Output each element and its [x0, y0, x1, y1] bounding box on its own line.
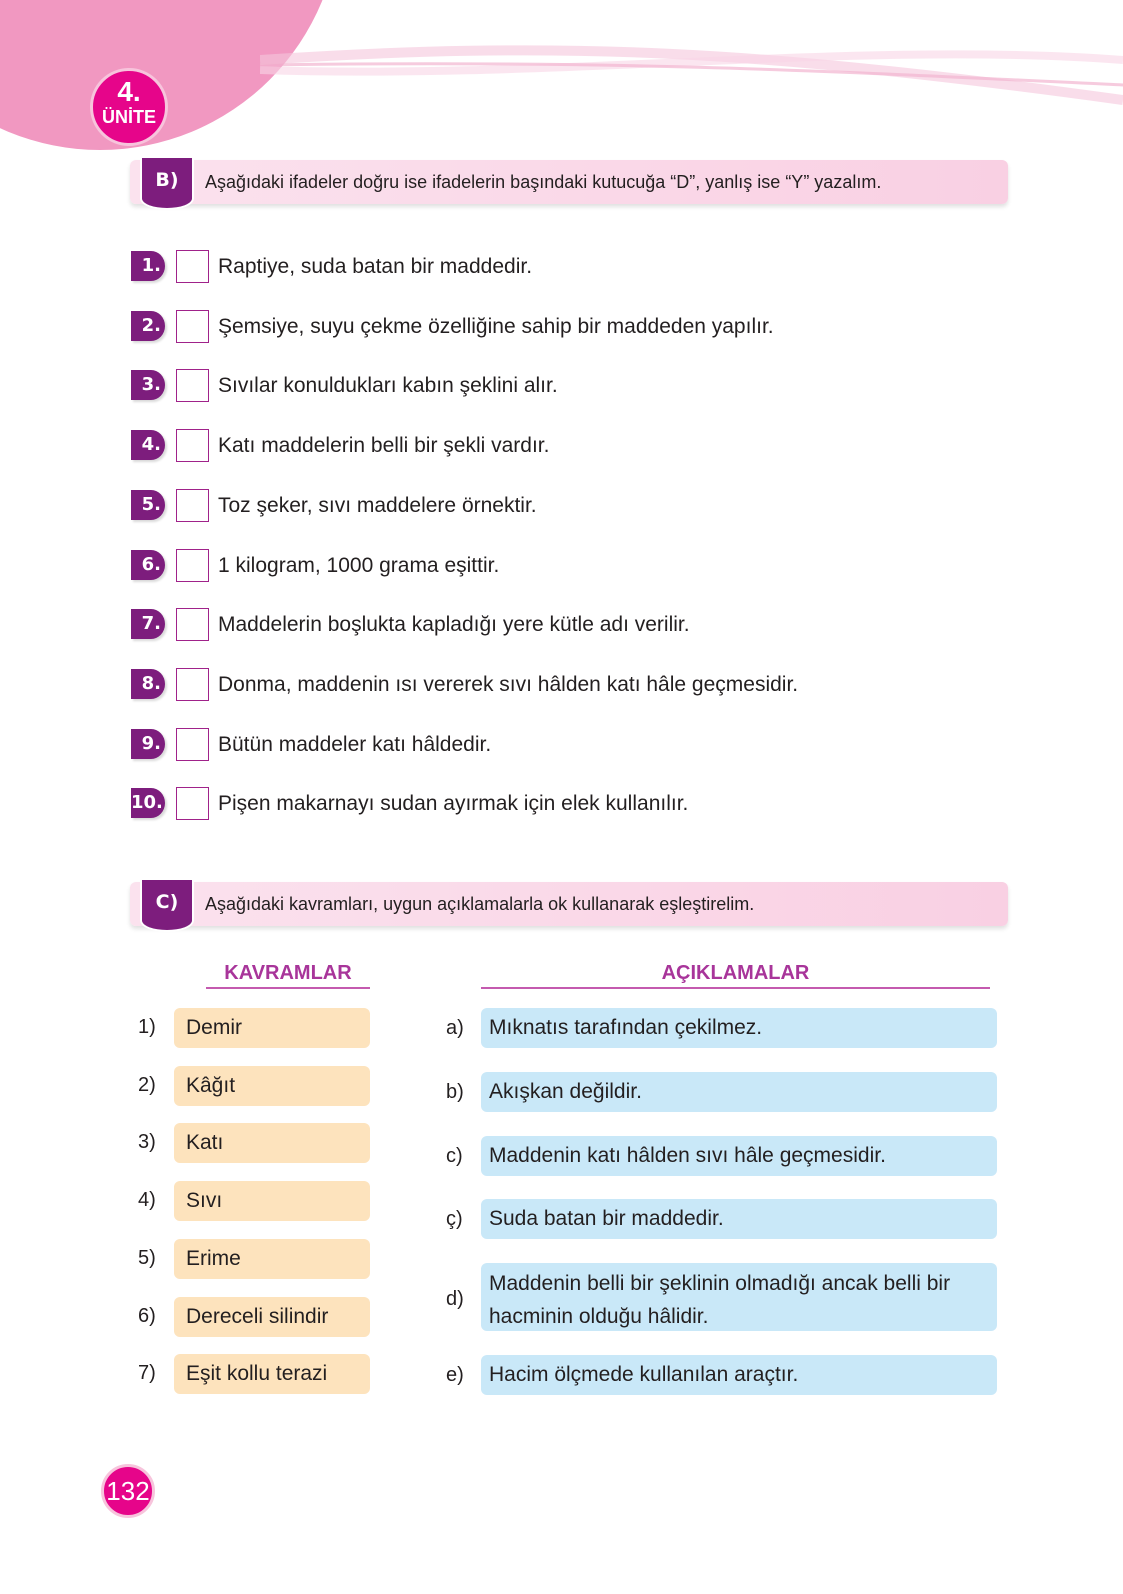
statement-number: 6.: [131, 550, 165, 580]
answer-box[interactable]: [176, 250, 209, 283]
explanations-header: AÇIKLAMALAR: [481, 962, 990, 989]
statement-text: 1 kilogram, 1000 grama eşittir.: [218, 553, 500, 577]
answer-box[interactable]: [176, 369, 209, 402]
explanation-letter: c): [446, 1145, 463, 1167]
section-c-instruction: Aşağıdaki kavramları, uygun açıklamalarla ok kullanarak eşleştirelim.: [205, 894, 755, 914]
ribbon-decoration: [260, 40, 1123, 110]
answer-box[interactable]: [176, 728, 209, 761]
explanation-box[interactable]: Mıknatıs tarafından çekilmez.: [481, 1008, 997, 1048]
unit-label: ÜNİTE: [102, 107, 156, 127]
statement-number: 4.: [131, 430, 165, 460]
concept-box[interactable]: Kâğıt: [174, 1066, 370, 1106]
explanation-letter: d): [446, 1288, 464, 1310]
unit-badge: [90, 68, 168, 146]
explanation-box[interactable]: Akışkan değildir.: [481, 1072, 997, 1112]
statement-number: 3.: [131, 370, 165, 400]
section-b-header: [130, 160, 1008, 204]
statement-text: Raptiye, suda batan bir maddedir.: [218, 255, 533, 278]
statement-text: Bütün maddeler katı hâldedir.: [218, 732, 492, 756]
section-b-tag: B): [140, 158, 194, 210]
concept-number: 3): [138, 1131, 156, 1154]
concept-number: 7): [138, 1362, 156, 1385]
statement-number: 1.: [131, 251, 165, 281]
concept-number: 2): [138, 1073, 156, 1096]
explanation-box[interactable]: Maddenin katı hâlden sıvı hâle geçmesidir.: [481, 1136, 997, 1176]
concept-number: 4): [138, 1189, 156, 1212]
answer-box[interactable]: [176, 489, 209, 522]
answer-box[interactable]: [176, 429, 209, 462]
statement-text: Maddelerin boşlukta kapladığı yere kütle adı verilir.: [218, 613, 690, 637]
statement-text: Pişen makarnayı sudan ayırmak için elek kullanılır.: [218, 792, 689, 816]
concepts-header: KAVRAMLAR: [206, 962, 370, 989]
answer-box[interactable]: [176, 787, 209, 820]
statement-text: Katı maddelerin belli bir şekli vardır.: [218, 434, 550, 458]
unit-number: 4.: [117, 76, 141, 107]
answer-box[interactable]: [176, 608, 209, 641]
explanation-box[interactable]: Hacim ölçmede kullanılan araçtır.: [481, 1355, 997, 1395]
concept-box[interactable]: Katı: [174, 1123, 370, 1163]
answer-box[interactable]: [176, 310, 209, 343]
explanation-box[interactable]: Maddenin belli bir şeklinin olmadığı ancak belli bir hacminin olduğu hâlidir.: [481, 1263, 997, 1331]
answer-box[interactable]: [176, 668, 209, 701]
explanation-letter: ç): [446, 1208, 463, 1230]
section-c-header: [130, 882, 1008, 926]
statement-number: 9.: [131, 729, 165, 759]
concept-box[interactable]: Dereceli silindir: [174, 1297, 370, 1337]
statement-text: Donma, maddenin ısı vererek sıvı hâlden katı hâle geçmesidir.: [218, 672, 799, 696]
statement-number: 5.: [131, 490, 165, 520]
explanation-letter: e): [446, 1364, 464, 1386]
concept-number: 6): [138, 1304, 156, 1327]
page-number: 132: [101, 1464, 155, 1518]
section-c-tag: C): [140, 880, 194, 932]
header-decoration: [0, 0, 1123, 300]
statement-number: 10.: [131, 788, 165, 818]
concept-box[interactable]: Sıvı: [174, 1181, 370, 1221]
answer-box[interactable]: [176, 549, 209, 582]
statement-text: Sıvılar konuldukları kabın şeklini alır.: [218, 374, 558, 398]
statement-text: Toz şeker, sıvı maddelere örnektir.: [218, 493, 537, 517]
concept-number: 5): [138, 1246, 156, 1269]
section-b-instruction: Aşağıdaki ifadeler doğru ise ifadelerin başındaki kutucuğa “D”, yanlış ise “Y” yazalım.: [205, 172, 882, 192]
statement-number: 8.: [131, 669, 165, 699]
concept-box[interactable]: Eşit kollu terazi: [174, 1354, 370, 1394]
statement-text: Şemsiye, suyu çekme özelliğine sahip bir maddeden yapılır.: [218, 314, 774, 338]
concept-box[interactable]: Erime: [174, 1239, 370, 1279]
statement-number: 7.: [131, 609, 165, 639]
explanation-letter: a): [446, 1017, 464, 1039]
concept-box[interactable]: Demir: [174, 1008, 370, 1048]
concept-number: 1): [138, 1016, 156, 1038]
explanation-letter: b): [446, 1081, 464, 1103]
explanation-box[interactable]: Suda batan bir maddedir.: [481, 1199, 997, 1239]
statement-number: 2.: [131, 311, 165, 341]
